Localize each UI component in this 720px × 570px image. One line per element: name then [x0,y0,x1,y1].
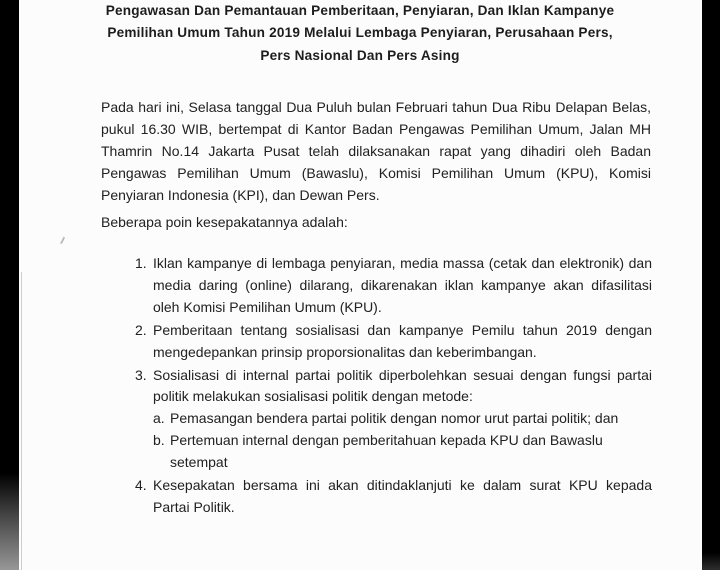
list-item-4-marker: 4. [135,477,147,494]
sublist-item-b-marker: b. [153,432,165,449]
list-item-2-text: Pemberitaan tentang sosialisasi dan kampanye Pemilu tahun 2019 dengan mengedepankan prinsip proporsionalitas dan keberimbangan. [153,321,652,360]
sublist-item-b [153,430,652,474]
list-item-4-text: Kesepakatan bersama ini akan ditindaklanjuti ke dalam surat KPU kepada Partai Politik. [153,477,652,515]
scan-speck-mark [55,234,66,245]
list-item-4 [135,475,652,519]
agreement-list [135,253,652,520]
document-title [40,0,680,67]
scan-fold-line [21,272,22,570]
list-item-3 [135,365,652,475]
sublist-item-a-marker: a. [153,410,165,427]
title-line-2: Pemilihan Umum Tahun 2019 Melalui Lembaga Penyiaran, Perusahaan Pers, [107,25,613,41]
list-item-1-text: Iklan kampanye di lembaga penyiaran, media massa (cetak dan elektronik) dan media daring (online) dilarang, dikarenakan iklan kampanye akan difasilitasi oleh Komisi Pemilihan Umum (KPU). [153,255,652,315]
sublist-item-b-text: Pertemuan internal dengan pemberitahuan kepada KPU dan Bawaslu setempat [170,432,603,471]
list-item-1 [135,253,652,319]
title-line-3: Pers Nasional Dan Pers Asing [260,47,460,63]
title-line-1: Pengawasan Dan Pemantauan Pemberitaan, Penyiaran, Dan Iklan Kampanye [105,3,615,18]
list-item-2 [135,320,652,364]
sublist-item-a-text: Pemasangan bendera partai politik dengan nomor urut partai politik; dan [170,410,619,427]
list-item-3-text: Sosialisasi di internal partai politik diperbolehkan sesuai dengan fungsi partai politik melakukan sosialisasi politik dengan metode: [153,366,652,405]
list-item-1-marker: 1. [135,255,147,271]
sublist-item-a [153,408,652,430]
list-item-2-marker: 2. [135,321,147,338]
scan-border-right [702,0,720,570]
list-item-3-marker: 3. [135,366,147,383]
opening-paragraph: Pada hari ini, Selasa tanggal Dua Puluh bulan Februari tahun Dua Ribu Delapan Belas, pukul 16.30 WIB, bertempat di Kantor Badan Pengawas Pemilihan Umum, Jalan MH Thamrin No.14 Jakarta Pusat telah dilaksanakan rapat yang dihadiri oleh Badan Pengawas Pemilihan Umum (Bawaslu), Komisi Pemilihan Umum (KPU), Komisi Penyiaran Indonesia (KPI), dan Dewan Pers. [101,99,651,203]
agreement-intro: Beberapa poin kesepakatannya adalah: [101,214,348,230]
scan-border-left [0,0,19,570]
